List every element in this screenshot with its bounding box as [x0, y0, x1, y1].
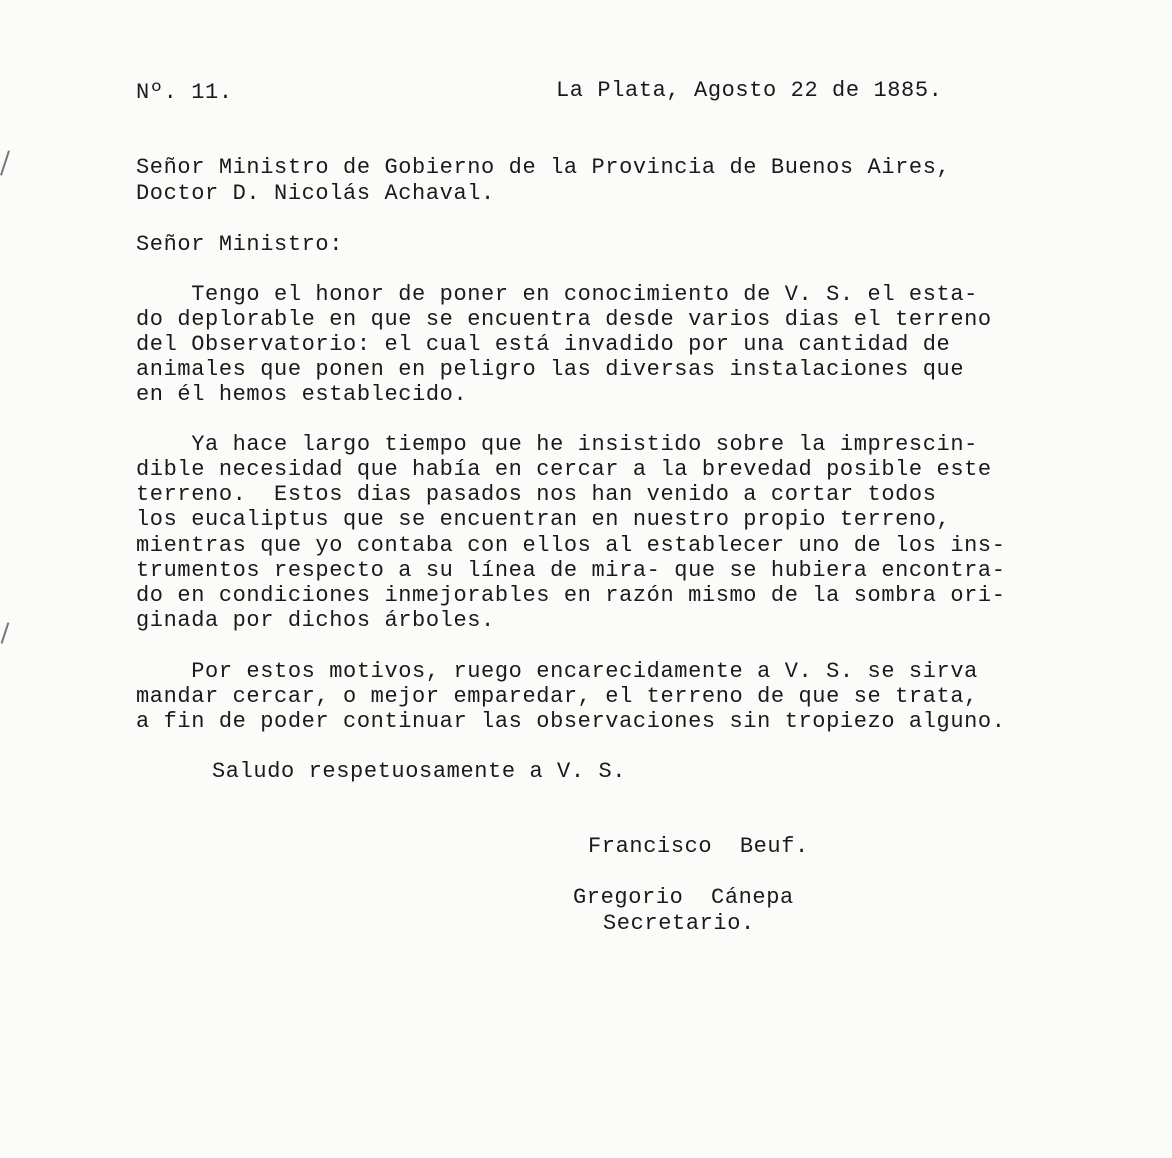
body-line: en él hemos establecido. — [136, 382, 468, 407]
body-line: terreno. Estos dias pasados nos han venido a cortar todos — [136, 482, 937, 507]
addressee-line: Doctor D. Nicolás Achaval. — [136, 181, 495, 206]
body-line: mientras que yo contaba con ellos al establecer uno de los ins- — [136, 533, 1006, 558]
salutation: Señor Ministro: — [136, 232, 344, 257]
signature-title: Secretario. — [603, 911, 755, 936]
body-line: animales que ponen en peligro las diversas instalaciones que — [136, 357, 965, 382]
body-line: ginada por dichos árboles. — [136, 608, 495, 633]
body-line: del Observatorio: el cual está invadido por una cantidad de — [136, 332, 951, 357]
signature-name: Gregorio Cánepa — [573, 885, 794, 910]
margin-mark — [0, 150, 10, 175]
body-line: mandar cercar, o mejor emparedar, el terreno de que se trata, — [136, 684, 978, 709]
addressee-line: Señor Ministro de Gobierno de la Provincia de Buenos Aires, — [136, 155, 951, 180]
body-line: trumentos respecto a su línea de mira- que se hubiera encontra- — [136, 558, 1006, 583]
body-line: los eucaliptus que se encuentran en nuestro propio terreno, — [136, 507, 951, 532]
signature-name: Francisco Beuf. — [588, 834, 809, 859]
closing-line: Saludo respetuosamente a V. S. — [212, 759, 627, 784]
body-line: dible necesidad que había en cercar a la brevedad posible este — [136, 457, 992, 482]
place-date: La Plata, Agosto 22 de 1885. — [556, 78, 943, 103]
letter-number: Nº. 11. — [136, 80, 233, 105]
margin-mark — [1, 622, 10, 644]
body-line: Por estos motivos, ruego encarecidamente a V. S. se sirva — [136, 659, 978, 684]
body-line: Tengo el honor de poner en conocimiento de V. S. el esta- — [136, 282, 978, 307]
body-line: do deplorable en que se encuentra desde varios dias el terreno — [136, 307, 992, 332]
body-line: a fin de poder continuar las observaciones sin tropiezo alguno. — [136, 709, 1006, 734]
body-line: Ya hace largo tiempo que he insistido sobre la imprescin- — [136, 432, 978, 457]
body-line: do en condiciones inmejorables en razón mismo de la sombra ori- — [136, 583, 1006, 608]
